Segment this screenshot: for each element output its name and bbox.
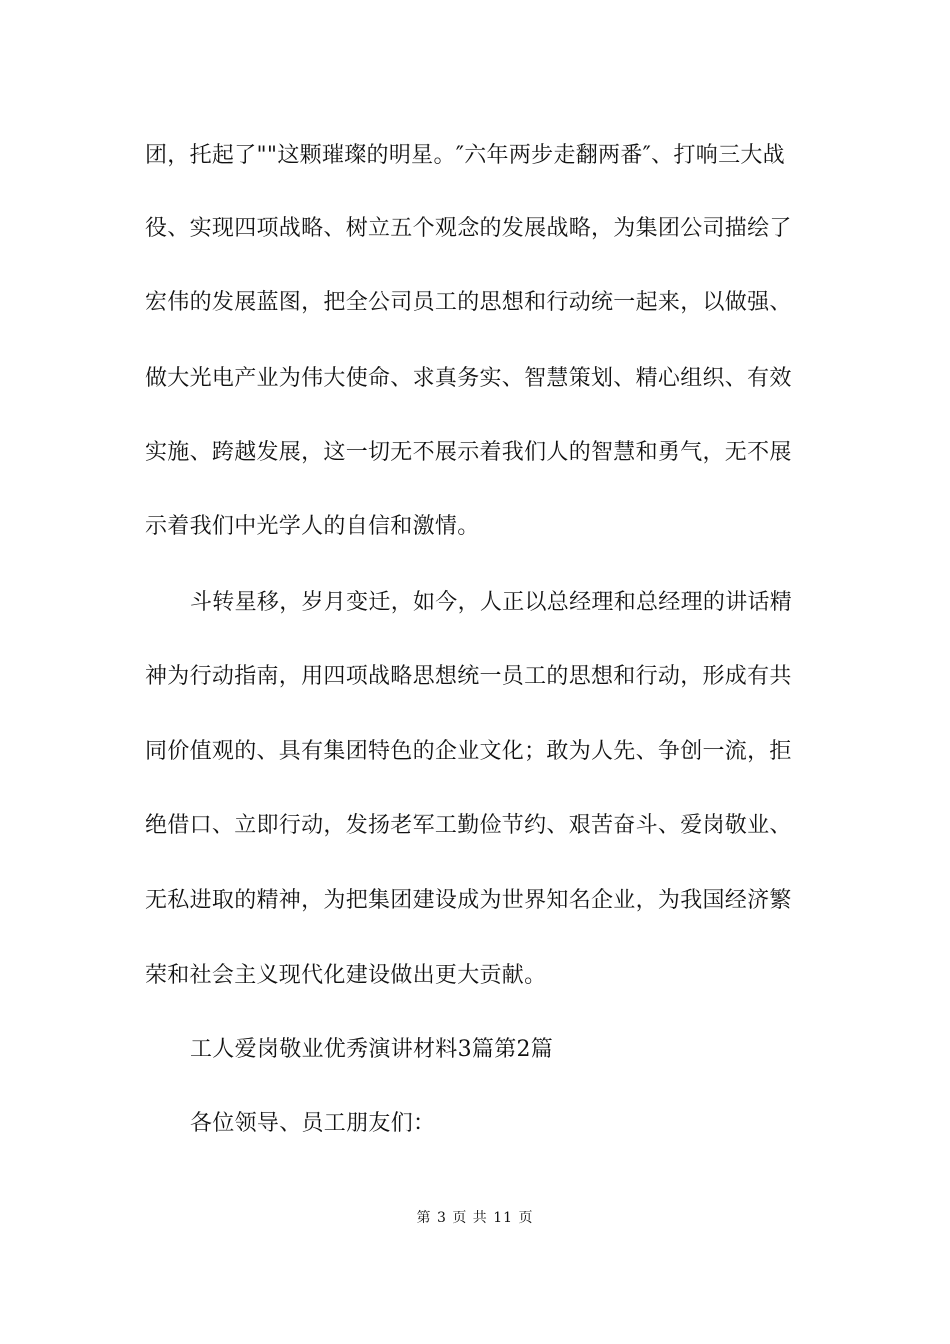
footer-middle: 页 共 xyxy=(452,1210,488,1226)
paragraph-2-line-1: 斗转星移，岁月变迁，如今，人正以总经理和总经理的讲话精 xyxy=(190,590,793,615)
paragraph-1-line-5: 实施、跨越发展，这一切无不展示着我们人的智慧和勇气，无不展 xyxy=(145,440,792,465)
footer-total-pages: 11 xyxy=(493,1210,514,1226)
paragraph-2-line-2: 神为行动指南，用四项战略思想统一员工的思想和行动，形成有共 xyxy=(145,664,792,689)
paragraph-1-line-4: 做大光电产业为伟大使命、求真务实、智慧策划、精心组织、有效 xyxy=(145,366,792,391)
paragraph-1-line-6: 示着我们中光学人的自信和激情。 xyxy=(145,514,480,539)
footer-prefix: 第 xyxy=(416,1210,432,1226)
paragraph-2-line-5: 无私进取的精神，为把集团建设成为世界知名企业，为我国经济繁 xyxy=(145,888,792,913)
paragraph-2-line-4: 绝借口、立即行动，发扬老军工勤俭节约、艰苦奋斗、爱岗敬业、 xyxy=(145,813,792,838)
page-footer xyxy=(0,1208,950,1228)
footer-suffix: 页 xyxy=(518,1210,534,1226)
salutation: 各位领导、员工朋友们： xyxy=(190,1111,436,1136)
section-title: 工人爱岗敬业优秀演讲材料3篇第2篇 xyxy=(190,1037,554,1062)
paragraph-1-line-2: 役、实现四项战略、树立五个观念的发展战略，为集团公司描绘了 xyxy=(145,216,792,241)
paragraph-2-line-3: 同价值观的、具有集团特色的企业文化；敢为人先、争创一流，拒 xyxy=(145,739,792,764)
paragraph-1-line-1: 团，托起了""这颗璀璨的明星。″六年两步走翻两番″、打响三大战 xyxy=(145,143,785,168)
paragraph-1-line-3: 宏伟的发展蓝图，把全公司员工的思想和行动统一起来，以做强、 xyxy=(145,290,792,315)
footer-current-page: 3 xyxy=(436,1210,447,1226)
paragraph-2-line-6: 荣和社会主义现代化建设做出更大贡献。 xyxy=(145,963,547,988)
